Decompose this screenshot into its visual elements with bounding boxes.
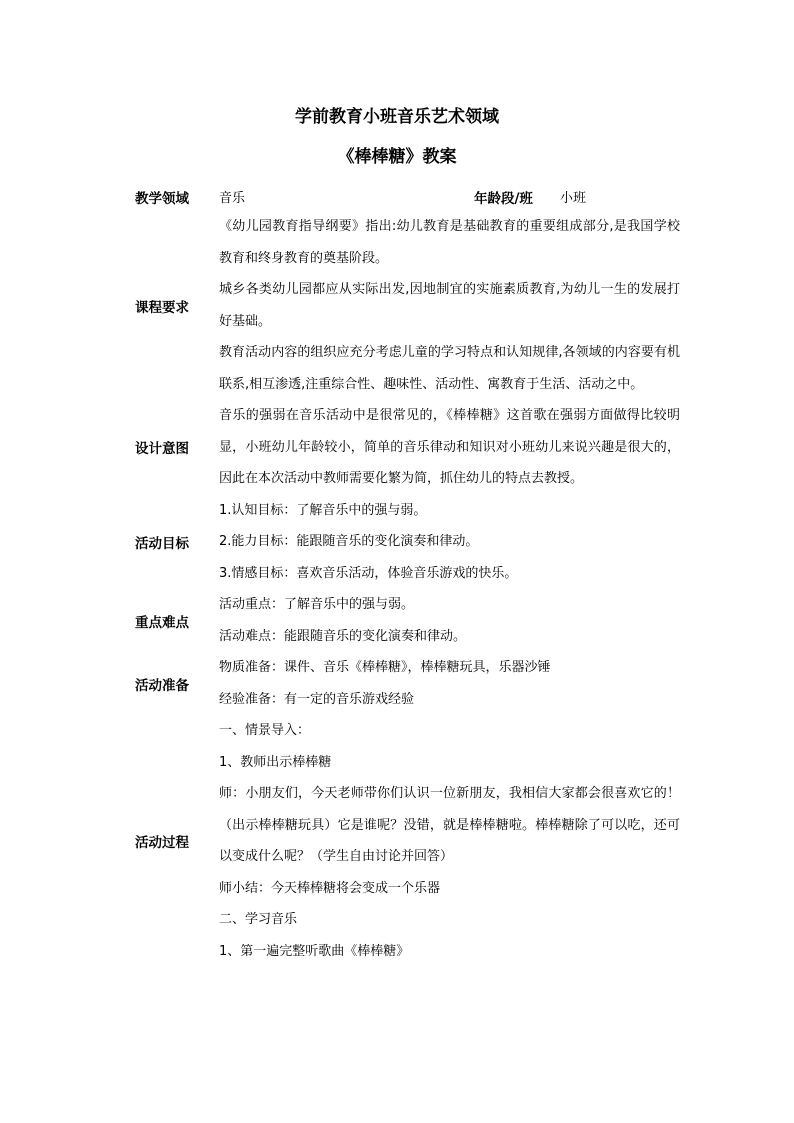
paragraph: 物质准备：课件、音乐《棒棒糖》，棒棒糖玩具，乐器沙锤	[219, 660, 551, 675]
table-row	[135, 400, 680, 495]
paragraph: 1.认知目标：了解音乐中的强与弱。	[219, 502, 427, 518]
paragraph: 教育活动内容的组织应充分考虑儿童的学习特点和认知规律,各领域的内容要有机联系,相互渗透,注重综合性、趣味性、活动性、寓教育于生活、活动之中。	[219, 345, 680, 392]
paragraph: 城乡各类幼儿园都应从实际出发,因地制宜的实施素质教育,为幼儿一生的发展打好基础。	[219, 282, 680, 329]
section-label: 课程要求	[135, 299, 189, 316]
section-label: 活动准备	[135, 677, 189, 694]
paragraph: 1、教师出示棒棒糖	[219, 754, 332, 770]
table-row	[135, 589, 680, 652]
paragraph: 音乐的强弱在音乐活动中是很常见的，《棒棒糖》这首歌在强弱方面做得比较明显，小班幼儿年龄较小，简单的音乐律动和知识对小班幼儿来说兴趣是很大的，因此在本次活动中教师需要化繁为简，抓住幼儿的特点去教授。	[219, 408, 680, 486]
document-title: 学前教育小班音乐艺术领域	[295, 107, 499, 127]
paragraph: 《幼儿园教育指导纲要》指出:幼儿教育是基础教育的重要组成部分,是我国学校教育和终身教育的奠基阶段。	[219, 219, 680, 266]
table-row	[135, 211, 680, 400]
subject-label: 教学领域	[135, 191, 189, 207]
paragraph: 活动难点：能跟随音乐的变化演奏和律动。	[219, 628, 467, 644]
section-label: 活动过程	[135, 835, 189, 851]
section-label: 活动目标	[135, 535, 189, 552]
subject-value: 音乐	[219, 191, 246, 206]
section-label: 设计意图	[135, 441, 189, 458]
document-subtitle: 《棒棒糖》教案	[337, 147, 457, 167]
lesson-plan-table	[135, 183, 680, 967]
paragraph: 1、第一遍完整听歌曲《棒棒糖》	[219, 943, 410, 959]
table-row	[135, 715, 680, 967]
table-row	[135, 495, 680, 590]
paragraph: 师：小朋友们，今天老师带你们认识一位新朋友，我相信大家都会很喜欢它的！（出示棒棒糖玩具）它是谁呢？没错，就是棒棒糖啦。棒棒糖除了可以吃，还可以变成什么呢？（学生自由讨论并回答）	[219, 786, 680, 864]
grade-label: 年龄段/班	[474, 191, 533, 207]
grade-value: 小班	[560, 191, 587, 206]
paragraph: 师小结：今天棒棒糖将会变成一个乐器	[219, 880, 441, 896]
paragraph: 3.情感目标：喜欢音乐活动，体验音乐游戏的快乐。	[219, 565, 518, 581]
section-label: 重点难点	[135, 614, 189, 631]
paragraph: 2.能力目标：能跟随音乐的变化演奏和律动。	[219, 534, 479, 549]
table-row	[135, 183, 680, 211]
paragraph: 活动重点：了解音乐中的强与弱。	[219, 597, 415, 612]
table-row	[135, 652, 680, 715]
paragraph: 经验准备：有一定的音乐游戏经验	[219, 691, 415, 707]
paragraph: 一、情景导入：	[219, 723, 311, 738]
paragraph: 二、学习音乐	[219, 912, 298, 927]
